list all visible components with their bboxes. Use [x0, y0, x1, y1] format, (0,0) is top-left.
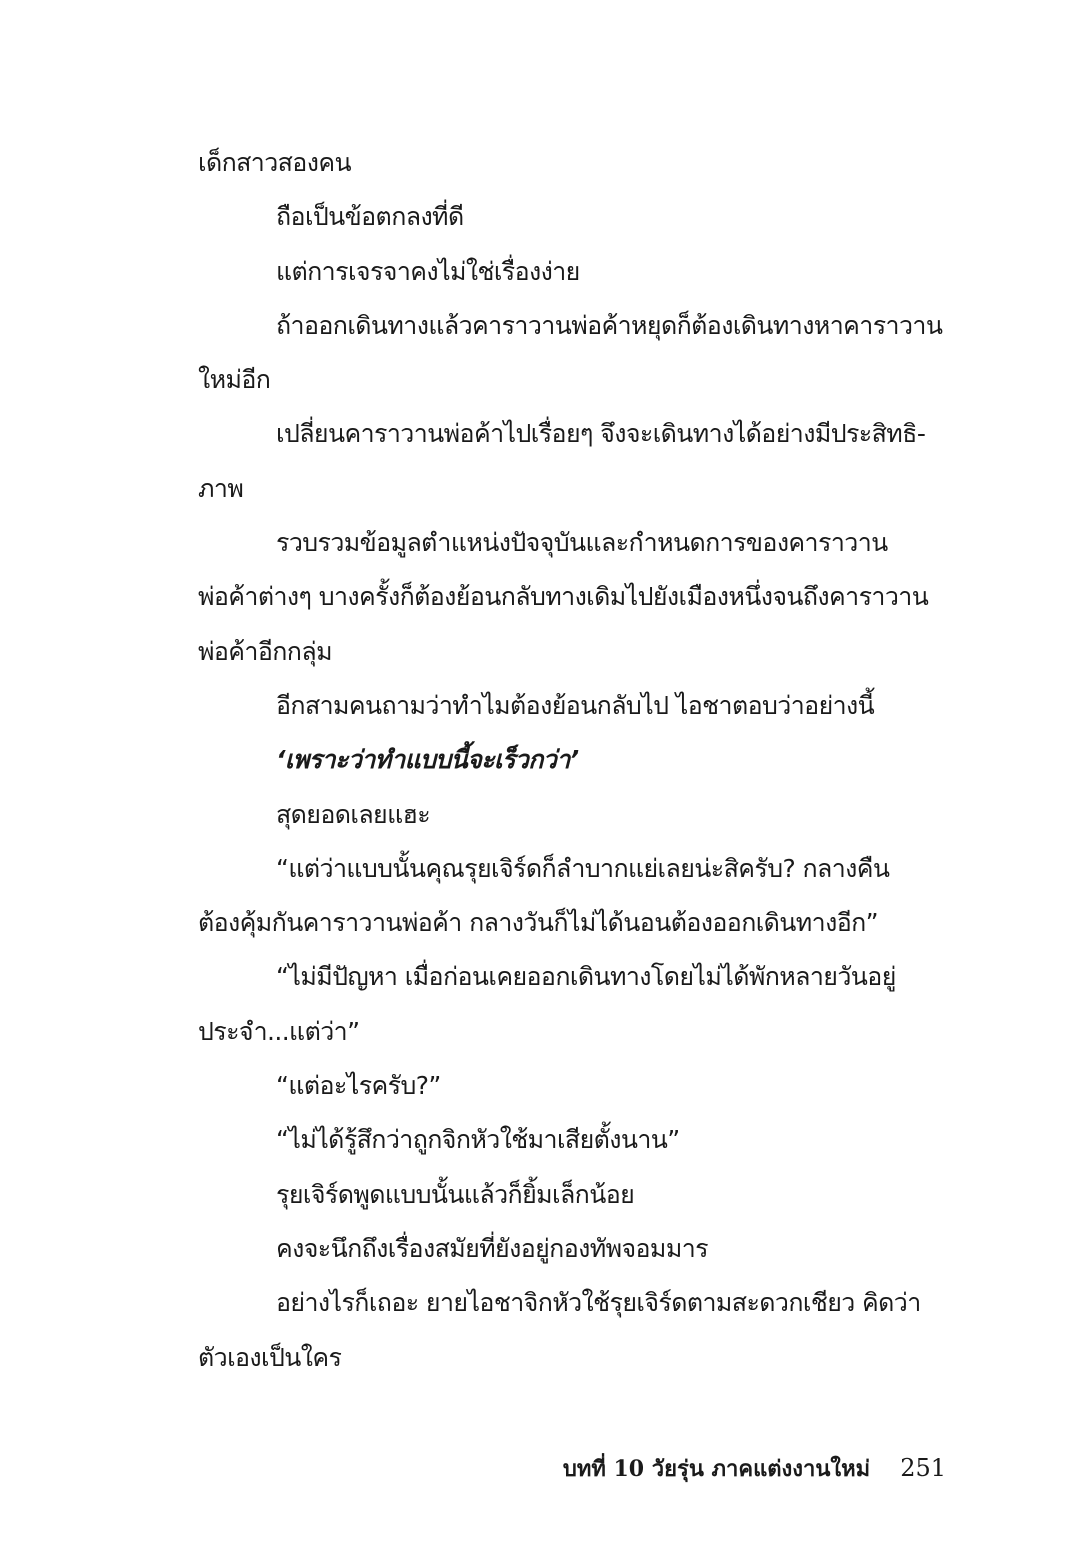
emphasized-quote: ‘เพราะว่าทำแบบนี้จะเร็วกว่า’	[276, 745, 579, 775]
text-line: ภาพ	[198, 473, 244, 503]
text-line: ถ้าออกเดินทางแล้วคาราวานพ่อค้าหยุดก็ต้องเดินทางหาคาราวาน	[276, 310, 943, 340]
text-line: พ่อค้าอีกกลุ่ม	[198, 636, 332, 666]
text-line: ถือเป็นข้อตกลงที่ดี	[276, 202, 464, 232]
text-line: “แต่อะไรครับ?”	[276, 1071, 441, 1101]
text-line: คงจะนึกถึงเรื่องสมัยที่ยังอยู่กองทัพจอมมาร	[276, 1233, 708, 1263]
text-line: เปลี่ยนคาราวานพ่อค้าไปเรื่อยๆ จึงจะเดินทางได้อย่างมีประสิทธิ-	[276, 419, 926, 449]
text-line: “ไม่ได้รู้สึกว่าถูกจิกหัวใช้มาเสียตั้งนาน”	[276, 1125, 680, 1155]
text-line: รุยเจิร์ดพูดแบบนั้นแล้วก็ยิ้มเล็กน้อย	[276, 1179, 635, 1209]
text-line: สุดยอดเลยแฮะ	[276, 799, 431, 829]
text-line: “แต่ว่าแบบนั้นคุณรุยเจิร์ดก็ลำบากแย่เลยน่ะสิครับ? กลางคืน	[276, 853, 890, 883]
text-line: พ่อค้าต่างๆ บางครั้งก็ต้องย้อนกลับทางเดิมไปยังเมืองหนึ่งจนถึงคาราวาน	[198, 582, 929, 612]
text-line: ต้องคุ้มกันคาราวานพ่อค้า กลางวันก็ไม่ได้นอนต้องออกเดินทางอีก”	[198, 908, 879, 938]
text-line: แต่การเจรจาคงไม่ใช่เรื่องง่าย	[276, 256, 580, 286]
text-line: ตัวเองเป็นใคร	[198, 1342, 342, 1372]
text-line: อีกสามคนถามว่าทำไมต้องย้อนกลับไป ไอชาตอบว่าอย่างนี้	[276, 690, 875, 720]
running-head: บทที่ 10 วัยรุ่น ภาคแต่งงานใหม่	[562, 1456, 871, 1482]
text-line: ประจำ...แต่ว่า”	[198, 1016, 360, 1046]
body-text	[198, 136, 948, 1385]
text-line: ใหม่อีก	[198, 365, 271, 395]
text-line: เด็กสาวสองคน	[198, 148, 351, 177]
page-number: 251	[900, 1454, 946, 1482]
text-line: อย่างไรก็เถอะ ยายไอชาจิกหัวใช้รุยเจิร์ดตามสะดวกเชียว คิดว่า	[276, 1288, 921, 1318]
text-line: “ไม่มีปัญหา เมื่อก่อนเคยออกเดินทางโดยไม่ได้พักหลายวันอยู่	[276, 962, 896, 992]
text-line: รวบรวมข้อมูลตำแหน่งปัจจุบันและกำหนดการของคาราวาน	[276, 528, 888, 558]
page-footer	[563, 1448, 946, 1488]
